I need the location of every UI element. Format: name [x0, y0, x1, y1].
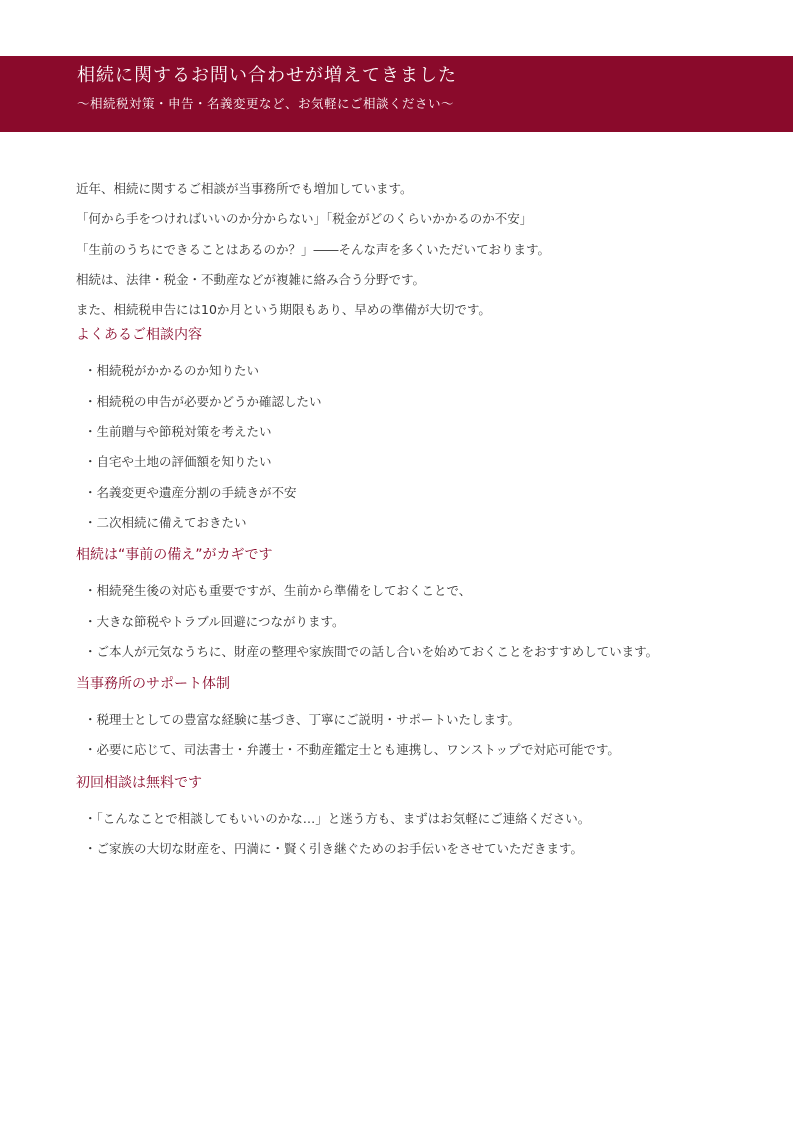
- header-banner: [0, 56, 793, 132]
- section-heading: 初回相談は無料です: [76, 774, 202, 791]
- intro-line: 「何から手をつければいいのか分からない」「税金がどのくらいかかるのか不安」: [76, 211, 533, 227]
- main-content: [76, 174, 766, 871]
- list-item: ・ご家族の大切な財産を、円満に・賢く引き継ぐためのお手伝いをさせていただきます。: [84, 841, 584, 857]
- list-item: ・相続税がかかるのか知りたい: [84, 363, 260, 379]
- section-heading: 相続は“事前の備え”がカギです: [76, 547, 273, 564]
- intro-line: 近年、相続に関するご相談が当事務所でも増加しています。: [76, 181, 413, 196]
- list-item: ・相続発生後の対応も重要ですが、生前から準備をしておくことで、: [84, 583, 472, 599]
- intro-line: また、相続税申告には10か月という期限もあり、早めの準備が大切です。: [76, 302, 491, 318]
- list-item: ・自宅や土地の評価額を知りたい: [84, 454, 272, 470]
- intro-line: 「生前のうちにできることはあるのか？」――そんな声を多くいただいております。: [76, 241, 551, 257]
- list-item: ・ご本人が元気なうちに、財産の整理や家族間での話し合いを始めておくことをおすすめしています。: [84, 643, 659, 659]
- section-free-consultation: [76, 773, 766, 865]
- list-item: ・必要に応じて、司法書士・弁護士・不動産鑑定士とも連携し、ワンストップで対応可能です。: [84, 742, 620, 758]
- list-item: ・名義変更や遺産分割の手続きが不安: [84, 484, 297, 500]
- section-heading: よくあるご相談内容: [76, 327, 202, 344]
- list-item: ・生前贈与や節税対策を考えたい: [84, 424, 272, 440]
- list-item: ・「こんなことで相談してもいいのかな…」と迷う方も、まずはお気軽にご連絡ください。: [84, 810, 591, 826]
- intro-line: 相続は、法律・税金・不動産などが複雑に絡み合う分野です。: [76, 271, 426, 287]
- page-subtitle: ～相続税対策・申告・名義変更など、お気軽にご相談ください～: [77, 96, 455, 111]
- section-preparation: [76, 545, 766, 667]
- list-item: ・大きな節税やトラブル回避につながります。: [84, 613, 345, 629]
- preparation-list: [76, 576, 766, 667]
- list-item: ・二次相続に備えておきたい: [84, 514, 247, 530]
- support-list: [76, 705, 766, 766]
- consultation-list: [76, 356, 766, 538]
- intro-paragraphs: [76, 174, 766, 325]
- page-title: 相続に関するお問い合わせが増えてきました: [77, 65, 457, 86]
- free-consultation-list: [76, 804, 766, 865]
- section-heading: 当事務所のサポート体制: [76, 676, 230, 693]
- section-support: [76, 674, 766, 766]
- section-common-consultations: [76, 325, 766, 538]
- list-item: ・相続税の申告が必要かどうか確認したい: [84, 393, 322, 409]
- list-item: ・税理士としての豊富な経験に基づき、丁寧にご説明・サポートいたします。: [84, 712, 521, 728]
